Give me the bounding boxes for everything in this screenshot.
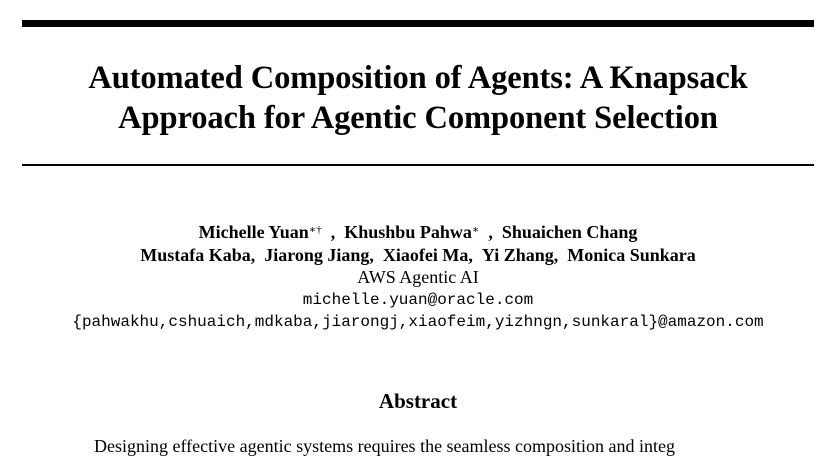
abstract-heading: Abstract [378, 389, 458, 413]
paper-title [0, 58, 836, 138]
affiliation: AWS Agentic AI [357, 267, 479, 287]
author-name: Jiarong Jiang [264, 244, 370, 265]
author-marks: ∗ [471, 224, 480, 236]
author-name: Xiaofei Ma [382, 244, 469, 265]
title-line-1: Automated Composition of Agents: A Knapsack [88, 60, 748, 96]
author-name: Khushbu Pahwa [344, 222, 472, 242]
author-line-2: Mustafa Kaba, Jiarong Jiang, Xiaofei Ma, Yi Zhang, Monica Sunkara [140, 244, 696, 265]
top-rule [22, 20, 814, 27]
author-name: Mustafa Kaba [140, 244, 251, 265]
author-name: Monica Sunkara [567, 244, 696, 265]
title-line-2: Approach for Agentic Component Selection [118, 100, 718, 136]
author-name: Yi Zhang [481, 244, 554, 265]
author-marks: ∗† [308, 224, 322, 236]
abstract-first-line: Designing effective agentic systems requires the seamless composition and integ [94, 436, 676, 456]
email-group: {pahwakhu,cshuaich,mdkaba,jiarongj,xiaofeim,yizhngn,sunkaral}@amazon.com [72, 313, 764, 331]
author-name: Michelle Yuan [198, 222, 309, 242]
author-block [0, 221, 836, 334]
author-line-1: Michelle Yuan∗† , Khushbu Pahwa∗ , Shuaichen Chang [198, 222, 638, 242]
email-primary: michelle.yuan@oracle.com [302, 290, 534, 309]
author-name: Shuaichen Chang [501, 222, 638, 242]
title-bottom-rule [22, 164, 814, 166]
